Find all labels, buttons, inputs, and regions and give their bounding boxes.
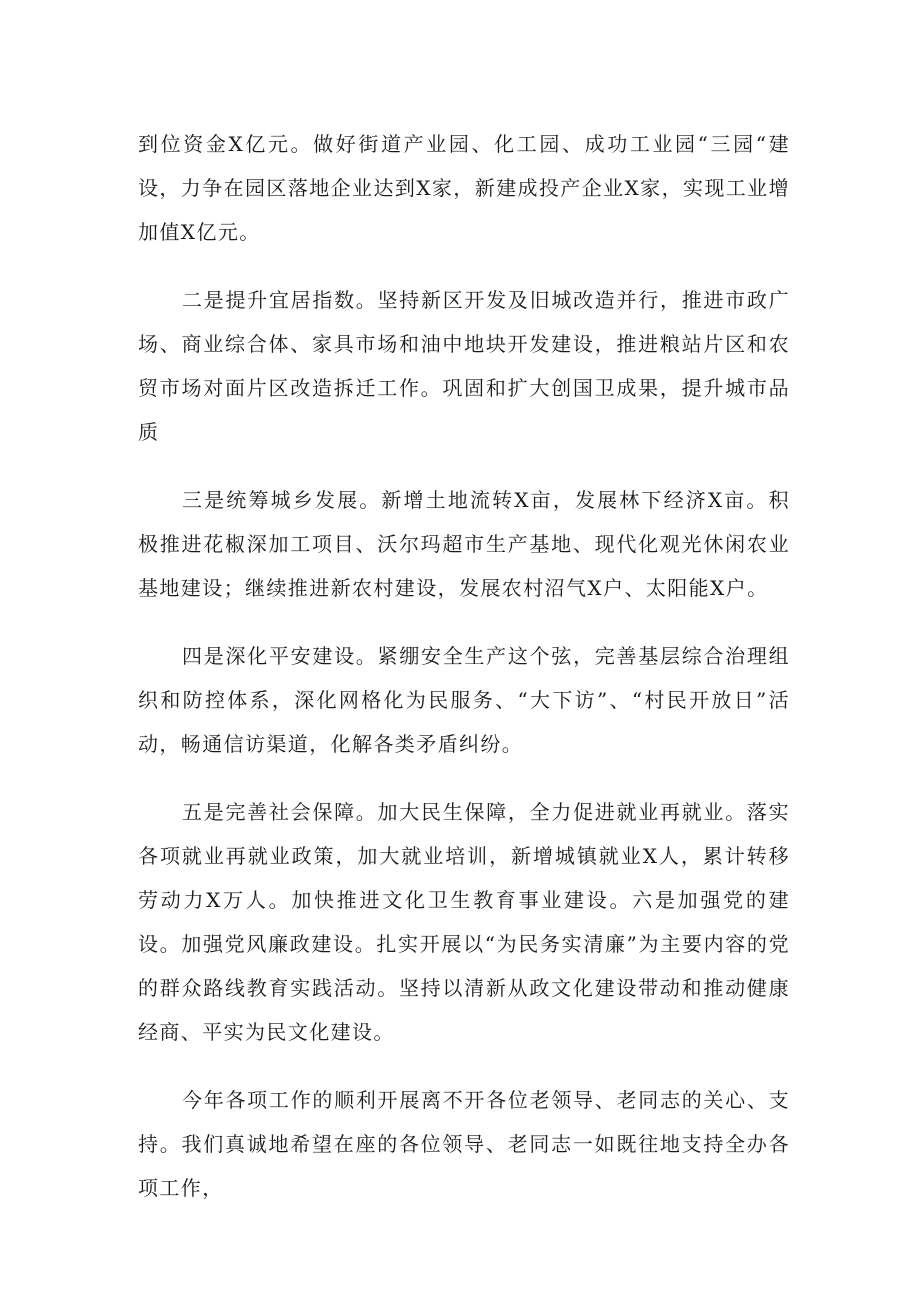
document-body bbox=[138, 122, 790, 1234]
paragraph-public-safety: 四是深化平安建设。紧绷安全生产这个弦，完善基层综合治理组织和防控体系，深化网格化为民服务、“大下访”、“村民开放日”活动，畅通信访渠道，化解各类矛盾纠纷。 bbox=[138, 644, 790, 756]
paragraph-funding: 到位资金X亿元。做好街道产业园、化工园、成功工业园“三园“建设，力争在园区落地企业达到X家，新建成投产企业X家，实现工业增加值X亿元。 bbox=[138, 132, 790, 244]
paragraph-social-security: 五是完善社会保障。加大民生保障，全力促进就业再就业。落实各项就业再就业政策，加大就业培训，新增城镇就业X人，累计转移劳动力X万人。加快推进文化卫生教育事业建设。六是加强党的建设。加强党风廉政建设。扎实开展以“为民务实清廉”为主要内容的党的群众路线教育实践活动。坚持以清新从政文化建设带动和推动健康经商、平实为民文化建设。 bbox=[138, 800, 790, 1044]
paragraph-livability: 二是提升宜居指数。坚持新区开发及旧城改造并行，推进市政广场、商业综合体、家具市场和油中地块开发建设，推进粮站片区和农贸市场对面片区改造拆迁工作。巩固和扩大创国卫成果，提升城市品质 bbox=[138, 288, 790, 444]
paragraph-closing: 今年各项工作的顺利开展离不开各位老领导、老同志的关心、支持。我们真诚地希望在座的各位领导、老同志一如既往地支持全办各项工作， bbox=[138, 1088, 790, 1200]
paragraph-urban-rural: 三是统筹城乡发展。新增土地流转X亩，发展林下经济X亩。积极推进花椒深加工项目、沃尔玛超市生产基地、现代化观光休闲农业基地建设；继续推进新农村建设，发展农村沼气X户、太阳能X户。 bbox=[138, 488, 790, 600]
